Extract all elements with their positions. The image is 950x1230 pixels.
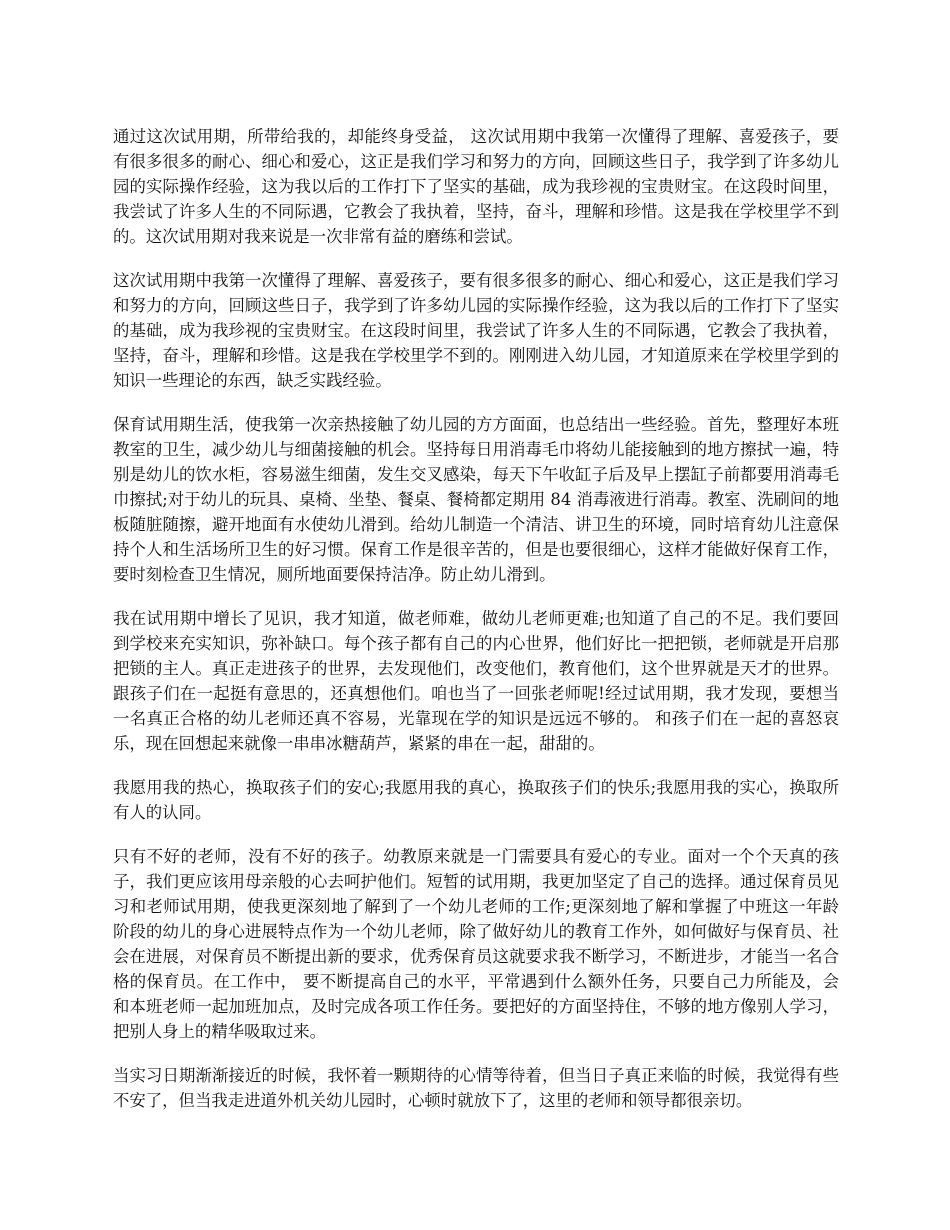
paragraph-6: 只有不好的老师，没有不好的孩子。幼教原来就是一门需要具有爱心的专业。面对一个个天真的孩子，我们更应该用母亲般的心去呵护他们。短暂的试用期，我更加坚定了自己的选择。通过保育员见习和老师试用期，使我更深刻地了解到了一个幼儿老师的工作;更深刻地了解和掌握了中班这一年龄阶段的幼儿的身心进展特点作为一个幼儿老师，除了做好幼儿的教育工作外，如何做好与保育员、社会在进展，对保育员不断提出新的要求，优秀保育员这就要求我不断学习，不断进步，才能当一名合格的保育员。在工作中， 要不断提高自己的水平，平常遇到什么额外任务，只要自己力所能及，会和本班老师一起加班加点，及时完成各项工作任务。要把好的方面坚持住，不够的地方像别人学习，把别人身上的精华吸取过来。 — [113, 847, 839, 1041]
paragraph-7: 当实习日期渐渐接近的时候，我怀着一颗期待的心情等待着，但当日子真正来临的时候，我觉得有些不安了，但当我走进道外机关幼儿园时，心顿时就放下了，这里的老师和领导都很亲切。 — [113, 1066, 839, 1110]
paragraph-5: 我愿用我的热心，换取孩子们的安心;我愿用我的真心，换取孩子们的快乐;我愿用我的实心，换取所有人的认同。 — [113, 778, 839, 822]
paragraph-4: 我在试用期中增长了见识，我才知道，做老师难，做幼儿老师更难;也知道了自己的不足。我们要回到学校来充实知识，弥补缺口。每个孩子都有自己的内心世界，他们好比一把把锁，老师就是开启那把锁的主人。真正走进孩子的世界，去发现他们，改变他们，教育他们，这个世界就是天才的世界。 跟孩子们在一起挺有意思的，还真想他们。咱也当了一回张老师呢!经过试用期，我才发现，要想当一名真正合格的幼儿老师还真不容易，光靠现在学的知识是远远不够的。 和孩子们在一起的喜怒哀乐，现在回想起来就像一串串冰糖葫芦，紧紧的串在一起，甜甜的。 — [113, 609, 839, 753]
paragraph-2: 这次试用期中我第一次懂得了理解、喜爱孩子，要有很多很多的耐心、细心和爱心，这正是我们学习和努力的方向，回顾这些日子，我学到了许多幼儿园的实际操作经验，这为我以后的工作打下了坚实的基础，成为我珍视的宝贵财宝。在这段时间里，我尝试了许多人生的不同际遇，它教会了我执着，坚持，奋斗，理解和珍惜。这是我在学校里学不到的。刚刚进入幼儿园，才知道原来在学校里学到的知识一些理论的东西，缺乏实践经验。 — [113, 271, 839, 390]
document-body — [113, 124, 839, 1132]
paragraph-1: 通过这次试用期，所带给我的，却能终身受益， 这次试用期中我第一次懂得了理解、喜爱孩子，要有很多很多的耐心、细心和爱心，这正是我们学习和努力的方向，回顾这些日子，我学到了许多幼儿园的实际操作经验，这为我以后的工作打下了坚实的基础，成为我珍视的宝贵财宝。在这段时间里，我尝试了许多人生的不同际遇，它教会了我执着，坚持，奋斗，理解和珍惜。这是我在学校里学不到的。这次试用期对我来说是一次非常有益的磨练和尝试。 — [113, 127, 839, 246]
paragraph-3: 保育试用期生活，使我第一次亲热接触了幼儿园的方方面面，也总结出一些经验。首先，整理好本班教室的卫生，减少幼儿与细菌接触的机会。坚持每日用消毒毛巾将幼儿能接触到的地方擦拭一遍，特别是幼儿的饮水柜，容易滋生细菌，发生交叉感染，每天下午收缸子后及早上摆缸子前都要用消毒毛巾擦拭;对于幼儿的玩具、桌椅、坐垫、餐桌、餐椅都定期用 84 消毒液进行消毒。教室、洗刷间的地板随脏随擦，避开地面有水使幼儿滑到。给幼儿制造一个清洁、讲卫生的环境，同时培育幼儿注意保持个人和生活场所卫生的好习惯。保育工作是很辛苦的，但是也要很细心，这样才能做好保育工作，要时刻检查卫生情况，厕所地面要保持洁净。防止幼儿滑到。 — [113, 415, 839, 584]
